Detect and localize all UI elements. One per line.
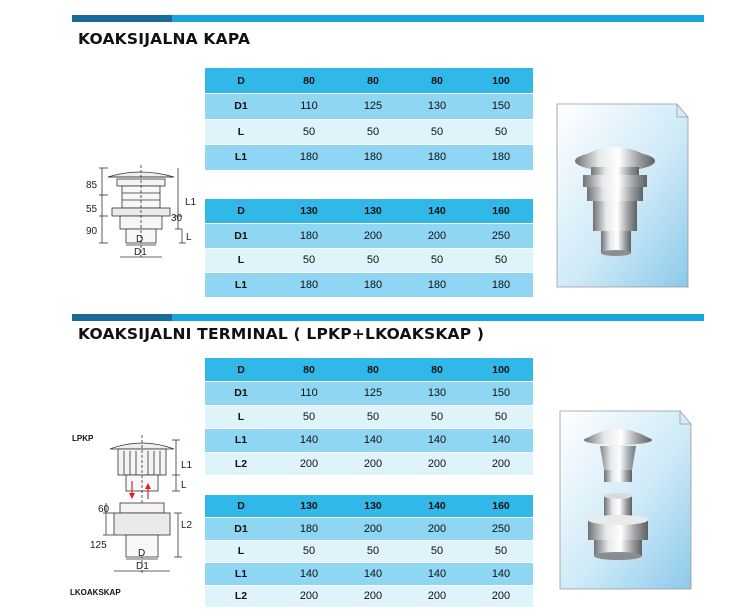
table-cell: 140 bbox=[277, 563, 341, 586]
table-cell: 200 bbox=[341, 518, 405, 541]
table-cell: 200 bbox=[277, 452, 341, 476]
dim-l2: L2 bbox=[181, 520, 193, 531]
table-cell: 200 bbox=[341, 452, 405, 476]
table-cell: 50 bbox=[405, 540, 469, 563]
dim-l1: L1 bbox=[181, 460, 193, 471]
table-row bbox=[205, 585, 533, 608]
table-cell: 130 bbox=[341, 495, 405, 518]
table-cell: 125 bbox=[341, 94, 405, 120]
table-cell: 200 bbox=[405, 452, 469, 476]
table-cell: 80 bbox=[341, 68, 405, 94]
table-cell: 140 bbox=[341, 563, 405, 586]
table-row bbox=[205, 405, 533, 429]
table-cell: 50 bbox=[341, 119, 405, 145]
table-cell: 130 bbox=[405, 382, 469, 406]
table-cell: 200 bbox=[341, 585, 405, 608]
table-cell: 200 bbox=[341, 224, 405, 249]
table-cell: 80 bbox=[341, 358, 405, 382]
table-cell: 50 bbox=[405, 119, 469, 145]
bar-dark-segment bbox=[72, 15, 172, 22]
table-cell: 180 bbox=[341, 145, 405, 171]
table-cell: 50 bbox=[341, 248, 405, 273]
row-label: D1 bbox=[205, 224, 277, 249]
table-cell: 180 bbox=[405, 145, 469, 171]
table-header-row bbox=[205, 495, 533, 518]
dim-125: 125 bbox=[90, 540, 107, 551]
table-header-row bbox=[205, 68, 533, 94]
table-cell: 180 bbox=[469, 273, 533, 298]
table-cell: 150 bbox=[469, 94, 533, 120]
dim-d1: D1 bbox=[136, 561, 149, 572]
table-cell: 180 bbox=[341, 273, 405, 298]
table-cell: 140 bbox=[341, 429, 405, 453]
table-cell: 250 bbox=[469, 518, 533, 541]
terminal-technical-drawing bbox=[88, 435, 198, 580]
table-cell: 80 bbox=[277, 358, 341, 382]
table-cell: 180 bbox=[277, 518, 341, 541]
table-cell: 100 bbox=[469, 358, 533, 382]
table-cell: 180 bbox=[277, 224, 341, 249]
dim-l: L bbox=[186, 232, 192, 243]
table-cell: 140 bbox=[405, 563, 469, 586]
table-cell: 50 bbox=[469, 248, 533, 273]
table-row bbox=[205, 248, 533, 273]
table-cell: 50 bbox=[469, 119, 533, 145]
table-cell: 160 bbox=[469, 495, 533, 518]
table-cell: 50 bbox=[469, 405, 533, 429]
spec-table-kapa-1 bbox=[205, 68, 533, 171]
row-label: L2 bbox=[205, 452, 277, 476]
row-label: D bbox=[205, 68, 277, 94]
table-row bbox=[205, 563, 533, 586]
kapa-product-photo bbox=[555, 103, 690, 288]
dim-l1: L1 bbox=[185, 197, 197, 208]
table-cell: 50 bbox=[341, 405, 405, 429]
table-cell: 50 bbox=[277, 405, 341, 429]
table-cell: 100 bbox=[469, 68, 533, 94]
row-label: L bbox=[205, 540, 277, 563]
dim-d1: D1 bbox=[134, 247, 147, 258]
table-cell: 200 bbox=[469, 452, 533, 476]
spec-table-terminal-2 bbox=[205, 495, 533, 608]
table-row bbox=[205, 273, 533, 298]
row-label: L1 bbox=[205, 273, 277, 298]
table-row bbox=[205, 224, 533, 249]
row-label: L1 bbox=[205, 429, 277, 453]
table-cell: 110 bbox=[277, 94, 341, 120]
table-cell: 150 bbox=[469, 382, 533, 406]
table-cell: 140 bbox=[277, 429, 341, 453]
section-divider-bar bbox=[72, 314, 704, 321]
table-cell: 250 bbox=[469, 224, 533, 249]
row-label: D bbox=[205, 358, 277, 382]
table-cell: 180 bbox=[405, 273, 469, 298]
table-cell: 50 bbox=[341, 540, 405, 563]
table-cell: 140 bbox=[469, 563, 533, 586]
bar-dark-segment bbox=[72, 314, 172, 321]
table-cell: 80 bbox=[277, 68, 341, 94]
table-cell: 140 bbox=[405, 495, 469, 518]
row-label: D1 bbox=[205, 518, 277, 541]
table-row bbox=[205, 540, 533, 563]
table-cell: 80 bbox=[405, 358, 469, 382]
table-cell: 180 bbox=[277, 273, 341, 298]
table-cell: 180 bbox=[469, 145, 533, 171]
spec-table-kapa-2 bbox=[205, 199, 533, 298]
table-cell: 200 bbox=[405, 585, 469, 608]
row-label: L2 bbox=[205, 585, 277, 608]
table-row bbox=[205, 94, 533, 120]
table-cell: 125 bbox=[341, 382, 405, 406]
table-cell: 50 bbox=[277, 119, 341, 145]
row-label: L1 bbox=[205, 145, 277, 171]
table-row bbox=[205, 518, 533, 541]
row-label: L bbox=[205, 248, 277, 273]
bar-light-segment bbox=[172, 314, 704, 321]
table-cell: 140 bbox=[405, 199, 469, 224]
kapa-technical-drawing bbox=[82, 165, 202, 270]
dim-d: D bbox=[138, 548, 146, 559]
table-row bbox=[205, 429, 533, 453]
table-row bbox=[205, 145, 533, 171]
table-cell: 140 bbox=[405, 429, 469, 453]
dim-90: 90 bbox=[86, 226, 98, 237]
table-cell: 50 bbox=[405, 405, 469, 429]
row-label: D1 bbox=[205, 94, 277, 120]
table-cell: 200 bbox=[405, 518, 469, 541]
row-label: D1 bbox=[205, 382, 277, 406]
spec-table-terminal-1 bbox=[205, 358, 533, 476]
table-row bbox=[205, 119, 533, 145]
dim-55: 55 bbox=[86, 204, 98, 215]
section-divider-bar bbox=[72, 15, 704, 22]
section-title-kapa: KOAKSIJALNA KAPA bbox=[78, 30, 251, 48]
row-label: D bbox=[205, 199, 277, 224]
table-cell: 130 bbox=[277, 495, 341, 518]
table-cell: 130 bbox=[405, 94, 469, 120]
dim-l: L bbox=[181, 480, 187, 491]
row-label: L bbox=[205, 119, 277, 145]
table-cell: 200 bbox=[405, 224, 469, 249]
table-cell: 50 bbox=[277, 248, 341, 273]
table-cell: 50 bbox=[277, 540, 341, 563]
table-cell: 80 bbox=[405, 68, 469, 94]
terminal-product-photo bbox=[558, 410, 693, 590]
table-row bbox=[205, 382, 533, 406]
table-header-row bbox=[205, 358, 533, 382]
table-cell: 160 bbox=[469, 199, 533, 224]
row-label: D bbox=[205, 495, 277, 518]
dim-60: 60 bbox=[98, 504, 110, 515]
table-cell: 180 bbox=[277, 145, 341, 171]
bar-light-segment bbox=[172, 15, 704, 22]
section-title-terminal: KOAKSIJALNI TERMINAL ( LPKP+LKOAKSKAP ) bbox=[78, 325, 485, 343]
dim-d: D bbox=[136, 234, 144, 245]
dim-30: 30 bbox=[171, 213, 183, 224]
part-label-lkoakskap: LKOAKSKAP bbox=[70, 588, 121, 597]
table-cell: 110 bbox=[277, 382, 341, 406]
table-row bbox=[205, 452, 533, 476]
table-cell: 130 bbox=[277, 199, 341, 224]
table-cell: 130 bbox=[341, 199, 405, 224]
row-label: L bbox=[205, 405, 277, 429]
table-cell: 200 bbox=[469, 585, 533, 608]
row-label: L1 bbox=[205, 563, 277, 586]
dim-85: 85 bbox=[86, 180, 98, 191]
table-cell: 200 bbox=[277, 585, 341, 608]
table-cell: 50 bbox=[469, 540, 533, 563]
table-cell: 140 bbox=[469, 429, 533, 453]
table-header-row bbox=[205, 199, 533, 224]
part-label-lpkp: LPKP bbox=[72, 434, 94, 443]
table-cell: 50 bbox=[405, 248, 469, 273]
